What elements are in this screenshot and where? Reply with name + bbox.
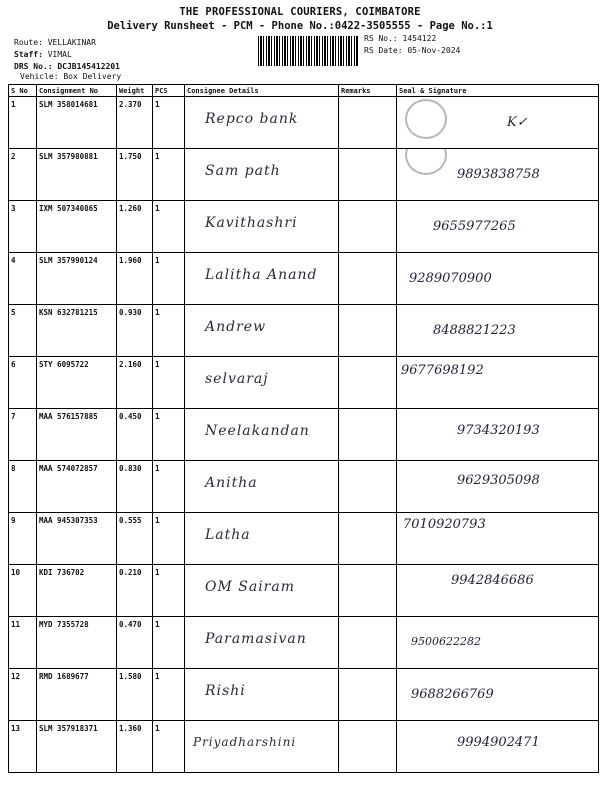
- cell-consignee: Repco bank: [185, 97, 339, 149]
- route-value: VELLAKINAR: [47, 38, 96, 47]
- cell-remarks: [339, 97, 397, 149]
- table-row: [9, 97, 599, 149]
- cell-signature: 9655977265: [397, 201, 599, 253]
- cell-signature: 9688266769: [397, 669, 599, 721]
- staff-line: Staff: VIMAL: [14, 50, 72, 59]
- table-row: 5 KSN 632781215 0.930 1 Andrew 8488821223: [9, 305, 599, 357]
- col-remarks: Remarks: [339, 85, 397, 97]
- table-row: 7 MAA 576157885 0.450 1 Neelakandan 9734320193: [9, 409, 599, 461]
- col-weight: Weight: [117, 85, 153, 97]
- col-signature: Seal & Signature: [397, 85, 599, 97]
- cell-signature: 9677698192: [397, 357, 599, 409]
- table-row: 4 SLM 357990124 1.960 1 Lalitha Anand 9289070900: [9, 253, 599, 305]
- company-title: THE PROFESSIONAL COURIERS, COIMBATORE: [179, 6, 421, 18]
- cell-signature: 9629305098: [397, 461, 599, 513]
- table-row: 3 IXM 507340865 1.260 1 Kavithashri 9655977265: [9, 201, 599, 253]
- cell-signature: 7010920793: [397, 513, 599, 565]
- vehicle-line: Vehicle: Box Delivery: [20, 72, 122, 81]
- rs-date-value: 05-Nov-2024: [407, 46, 461, 55]
- table-row: 12 RMD 1689677 1.580 1 Rishi 9688266769: [9, 669, 599, 721]
- table-row: 13 SLM 357918371 1.360 1 Priyadharshini 9994902471: [9, 721, 599, 773]
- table-row: 6 STY 6095722 2.160 1 selvaraj 9677698192: [9, 357, 599, 409]
- cell-signature: 9994902471: [397, 721, 599, 773]
- seal-stamp: [405, 149, 447, 176]
- col-consignment: Consignment No: [37, 85, 117, 97]
- table-row: 8 MAA 574072857 0.830 1 Anitha 9629305098: [9, 461, 599, 513]
- drs-value: DCJB145412201: [57, 62, 120, 71]
- table-row: 2 SLM 357980881 1.750 1 Sam path 9893838758: [9, 149, 599, 201]
- cell-weight: 2.370: [117, 97, 153, 149]
- table-row: 9 MAA 945307353 0.555 1 Latha 7010920793: [9, 513, 599, 565]
- seal-stamp: [405, 99, 447, 139]
- barcode: [258, 36, 358, 66]
- cell-consignment: SLM 358014681: [37, 97, 117, 149]
- col-sno: S No: [9, 85, 37, 97]
- vehicle-value: Box Delivery: [63, 72, 122, 81]
- cell-signature: 9893838758: [397, 149, 599, 201]
- table-row: 10 KDI 736702 0.210 1 OM Sairam 9942846686: [9, 565, 599, 617]
- table-header-row: [9, 85, 599, 97]
- rs-no-line: RS No.: 1454122: [364, 34, 437, 43]
- cell-pcs: 1: [153, 97, 185, 149]
- cell-signature: 9289070900: [397, 253, 599, 305]
- rs-date-line: RS Date: 05-Nov-2024: [364, 46, 461, 55]
- cell-signature: 9942846686: [397, 565, 599, 617]
- drs-line: DRS No.: DCJB145412201: [14, 62, 120, 71]
- cell-signature: 8488821223: [397, 305, 599, 357]
- cell-signature: 9500622282: [397, 617, 599, 669]
- col-consignee: Consignee Details: [185, 85, 339, 97]
- cell-sno: 1: [9, 97, 37, 149]
- table-row: 11 MYD 7355728 0.470 1 Paramasivan 9500622282: [9, 617, 599, 669]
- cell-signature: K✓: [397, 97, 599, 149]
- runsheet-subtitle: Delivery Runsheet - PCM - Phone No.:0422-3505555 - Page No.:1: [107, 20, 493, 32]
- col-pcs: PCS: [153, 85, 185, 97]
- route-line: Route: VELLAKINAR: [14, 38, 96, 47]
- runsheet-table: [8, 84, 599, 773]
- rs-no-value: 1454122: [402, 34, 437, 43]
- cell-signature: 9734320193: [397, 409, 599, 461]
- staff-value: VIMAL: [47, 50, 72, 59]
